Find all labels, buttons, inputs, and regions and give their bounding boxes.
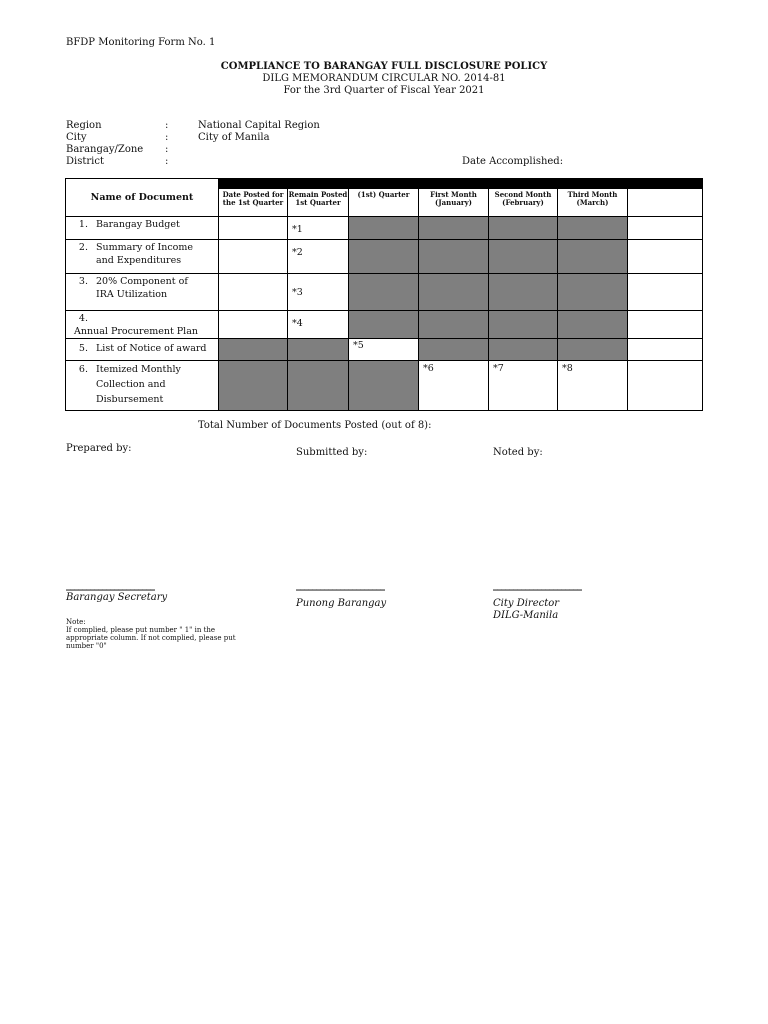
document-name-line: Itemized Monthly [96, 364, 181, 375]
shaded-cell [558, 339, 628, 361]
extra-cell[interactable] [628, 311, 703, 339]
first-month-cell[interactable]: *6 [419, 361, 489, 411]
col-first-month: First Month (January) [419, 189, 489, 217]
document-name-cell [66, 361, 219, 411]
punong-barangay-title: Punong Barangay [296, 598, 387, 609]
document-name-line: 20% Component of [96, 276, 188, 287]
shaded-cell [349, 274, 419, 311]
document-name-cell [66, 240, 219, 274]
document-name: Annual Procurement Plan [74, 326, 198, 337]
remain-posted-cell[interactable]: *1 [288, 217, 349, 240]
total-documents-label: Total Number of Documents Posted (out of 8): [198, 420, 432, 431]
shaded-cell [489, 240, 558, 274]
city-director-title: City Director [493, 598, 560, 609]
compliance-table [65, 178, 703, 411]
document-name: Barangay Budget [96, 219, 180, 230]
city-label: City [66, 132, 87, 143]
barangay-label: Barangay/Zone [66, 144, 144, 155]
document-name-line: Disbursement [96, 394, 164, 405]
extra-cell[interactable] [628, 339, 703, 361]
col-third-month: Third Month (March) [558, 189, 628, 217]
shaded-cell [489, 339, 558, 361]
region-label: Region [66, 120, 102, 131]
header-black-bar [219, 179, 703, 189]
shaded-cell [219, 339, 288, 361]
barangay-secretary-title: Barangay Secretary [66, 592, 168, 603]
region-value: National Capital Region [198, 120, 320, 131]
second-month-cell[interactable]: *7 [489, 361, 558, 411]
shaded-cell [489, 217, 558, 240]
row-number: 3. [78, 276, 88, 287]
shaded-cell [419, 240, 489, 274]
date-posted-cell[interactable] [219, 217, 288, 240]
period-label: For the 3rd Quarter of Fiscal Year 2021 [283, 85, 485, 96]
signature-line-punong: ______________________ [296, 580, 384, 591]
document-name-line: Collection and [96, 379, 166, 390]
row-number: 4. [78, 313, 88, 324]
shaded-cell [558, 311, 628, 339]
shaded-cell [419, 339, 489, 361]
row-number: 2. [78, 242, 88, 253]
barangay-colon: : [165, 144, 169, 155]
memorandum-circular: DILG MEMORANDUM CIRCULAR NO. 2014-81 [262, 73, 506, 84]
shaded-cell [349, 361, 419, 411]
document-name-cell [66, 274, 219, 311]
shaded-cell [219, 361, 288, 411]
prepared-by-label: Prepared by: [66, 443, 132, 454]
shaded-cell [349, 240, 419, 274]
table-row [66, 339, 703, 361]
remain-posted-cell[interactable]: *4 [288, 311, 349, 339]
row-number: 6. [78, 364, 88, 375]
city-value: City of Manila [198, 132, 270, 143]
shaded-cell [288, 361, 349, 411]
form-number: BFDP Monitoring Form No. 1 [66, 37, 216, 48]
shaded-cell [419, 274, 489, 311]
date-posted-cell[interactable] [219, 274, 288, 311]
document-name: List of Notice of award [96, 343, 207, 354]
shaded-cell [558, 274, 628, 311]
document-title: COMPLIANCE TO BARANGAY FULL DISCLOSURE POLICY [220, 61, 548, 72]
shaded-cell [419, 311, 489, 339]
document-name-line: and Expenditures [96, 255, 182, 266]
table-row [66, 217, 703, 240]
row-number: 5. [78, 343, 88, 354]
date-accomplished-label: Date Accomplished: [462, 156, 564, 167]
shaded-cell [349, 217, 419, 240]
document-name-cell [66, 217, 219, 240]
remain-posted-cell[interactable]: *3 [288, 274, 349, 311]
note-label: Note: [66, 618, 86, 626]
shaded-cell [349, 311, 419, 339]
extra-cell[interactable] [628, 217, 703, 240]
region-colon: : [165, 120, 169, 131]
extra-cell[interactable] [628, 361, 703, 411]
city-colon: : [165, 132, 169, 143]
signature-line-secretary: ______________________ [66, 580, 154, 591]
col-second-month: Second Month (February) [489, 189, 558, 217]
col-remain-posted: Remain Posted 1st Quarter [288, 189, 349, 217]
document-name-line: IRA Utilization [96, 289, 168, 300]
remain-posted-cell[interactable]: *2 [288, 240, 349, 274]
quarter-cell[interactable]: *5 [349, 339, 419, 361]
district-colon: : [165, 156, 169, 167]
shaded-cell [489, 274, 558, 311]
shaded-cell [419, 217, 489, 240]
shaded-cell [558, 240, 628, 274]
third-month-cell[interactable]: *8 [558, 361, 628, 411]
date-posted-cell[interactable] [219, 240, 288, 274]
row-number: 1. [78, 219, 88, 230]
table-row [66, 240, 703, 274]
document-name-cell [66, 311, 219, 339]
table-row [66, 274, 703, 311]
submitted-by-label: Submitted by: [296, 447, 368, 458]
note-text: If complied, please put number " 1" in the appropriate column. If not complied, please put number "0" [66, 626, 236, 650]
district-label: District [66, 156, 104, 167]
document-name-line: Summary of Income [96, 242, 194, 253]
shaded-cell [558, 217, 628, 240]
document-name-cell [66, 339, 219, 361]
note-block [66, 618, 256, 650]
table-row [66, 311, 703, 339]
shaded-cell [288, 339, 349, 361]
shaded-cell [489, 311, 558, 339]
extra-cell[interactable] [628, 240, 703, 274]
col-quarter: (1st) Quarter [349, 189, 419, 217]
dilg-manila-title: DILG-Manila [493, 610, 559, 621]
extra-column-header [628, 189, 703, 217]
date-posted-cell[interactable] [219, 311, 288, 339]
extra-cell[interactable] [628, 274, 703, 311]
col-name-of-document: Name of Document [66, 179, 219, 217]
col-date-posted: Date Posted for the 1st Quarter [219, 189, 288, 217]
signature-line-director: ______________________ [493, 580, 581, 591]
header-bar-row [66, 179, 703, 189]
noted-by-label: Noted by: [493, 447, 543, 458]
table-row [66, 361, 703, 411]
